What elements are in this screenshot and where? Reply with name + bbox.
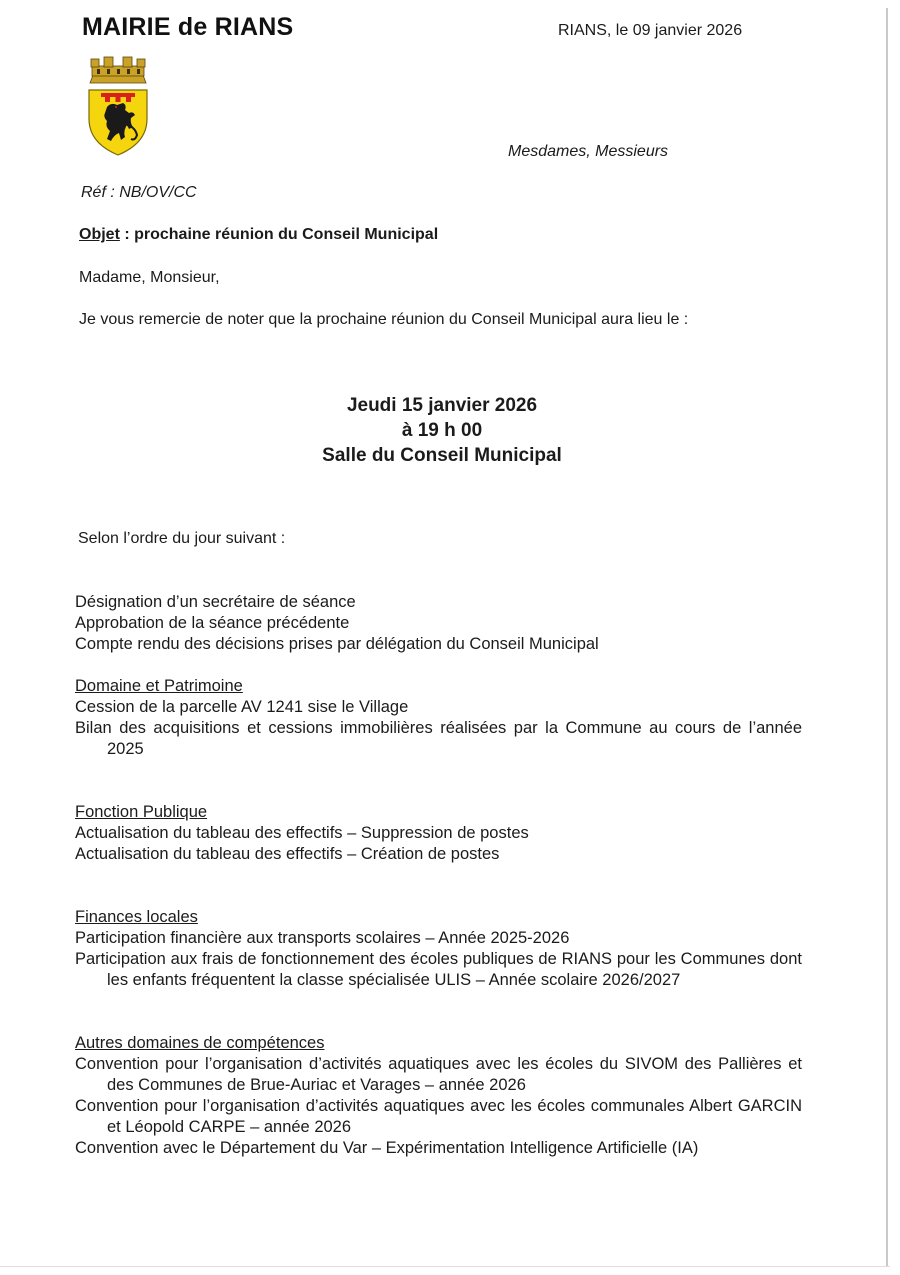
agenda-item: Bilan des acquisitions et cessions immobilières réalisées par la Commune au cours de l’année 2025 bbox=[75, 719, 802, 758]
reference: Réf : NB/OV/CC bbox=[81, 184, 197, 201]
coat-of-arms-icon bbox=[83, 55, 153, 157]
date-line: RIANS, le 09 janvier 2026 bbox=[558, 22, 743, 39]
intro-paragraph: Je vous remercie de noter que la prochaine réunion du Conseil Municipal aura lieu le : bbox=[79, 311, 689, 328]
salutation-top: Mesdames, Messieurs bbox=[508, 143, 669, 160]
agenda bbox=[75, 592, 802, 1159]
meeting-details bbox=[0, 393, 884, 468]
subject-line bbox=[79, 226, 438, 244]
section-title-fonction-publique: Fonction Publique bbox=[75, 803, 208, 821]
greeting: Madame, Monsieur, bbox=[79, 269, 220, 286]
agenda-item: Cession de la parcelle AV 1241 sise le Village bbox=[75, 698, 409, 716]
page-edge-bottom bbox=[0, 1266, 890, 1267]
agenda-item: Désignation d’un secrétaire de séance bbox=[75, 593, 356, 611]
meeting-time: à 19 h 00 bbox=[401, 420, 483, 441]
agenda-item: Compte rendu des décisions prises par délégation du Conseil Municipal bbox=[75, 635, 599, 653]
meeting-date: Jeudi 15 janvier 2026 bbox=[346, 395, 538, 416]
letterhead-title: MAIRIE de RIANS bbox=[82, 13, 294, 41]
meeting-place: Salle du Conseil Municipal bbox=[322, 445, 562, 466]
agenda-item: Actualisation du tableau des effectifs – Suppression de postes bbox=[75, 824, 529, 842]
section-title-domaine: Domaine et Patrimoine bbox=[75, 677, 243, 695]
agenda-item: Approbation de la séance précédente bbox=[75, 614, 350, 632]
agenda-item: Convention pour l’organisation d’activités aquatiques avec les écoles du SIVOM des Pallières et des Communes de Brue-Auriac et Varages – année 2026 bbox=[75, 1055, 802, 1094]
section-title-autres-domaines: Autres domaines de compétences bbox=[75, 1034, 325, 1052]
agenda-item: Convention avec le Département du Var – Expérimentation Intelligence Artificielle (IA) bbox=[75, 1139, 699, 1157]
agenda-item: Participation aux frais de fonctionnement des écoles publiques de RIANS pour les Communes dont les enfants fréquentent la classe spécialisée ULIS – Année scolaire 2026/2027 bbox=[75, 950, 802, 989]
agenda-item: Actualisation du tableau des effectifs – Création de postes bbox=[75, 845, 500, 863]
agenda-item: Convention pour l’organisation d’activités aquatiques avec les écoles communales Albert GARCIN et Léopold CARPE – année 2026 bbox=[75, 1097, 802, 1136]
agenda-item: Participation financière aux transports scolaires – Année 2025-2026 bbox=[75, 929, 570, 947]
agenda-intro: Selon l’ordre du jour suivant : bbox=[78, 530, 286, 547]
subject-label: Objet bbox=[79, 226, 120, 243]
subject-separator: : bbox=[119, 226, 135, 243]
subject-text: prochaine réunion du Conseil Municipal bbox=[134, 226, 439, 243]
page-edge-right bbox=[886, 8, 888, 1266]
section-title-finances: Finances locales bbox=[75, 908, 198, 926]
